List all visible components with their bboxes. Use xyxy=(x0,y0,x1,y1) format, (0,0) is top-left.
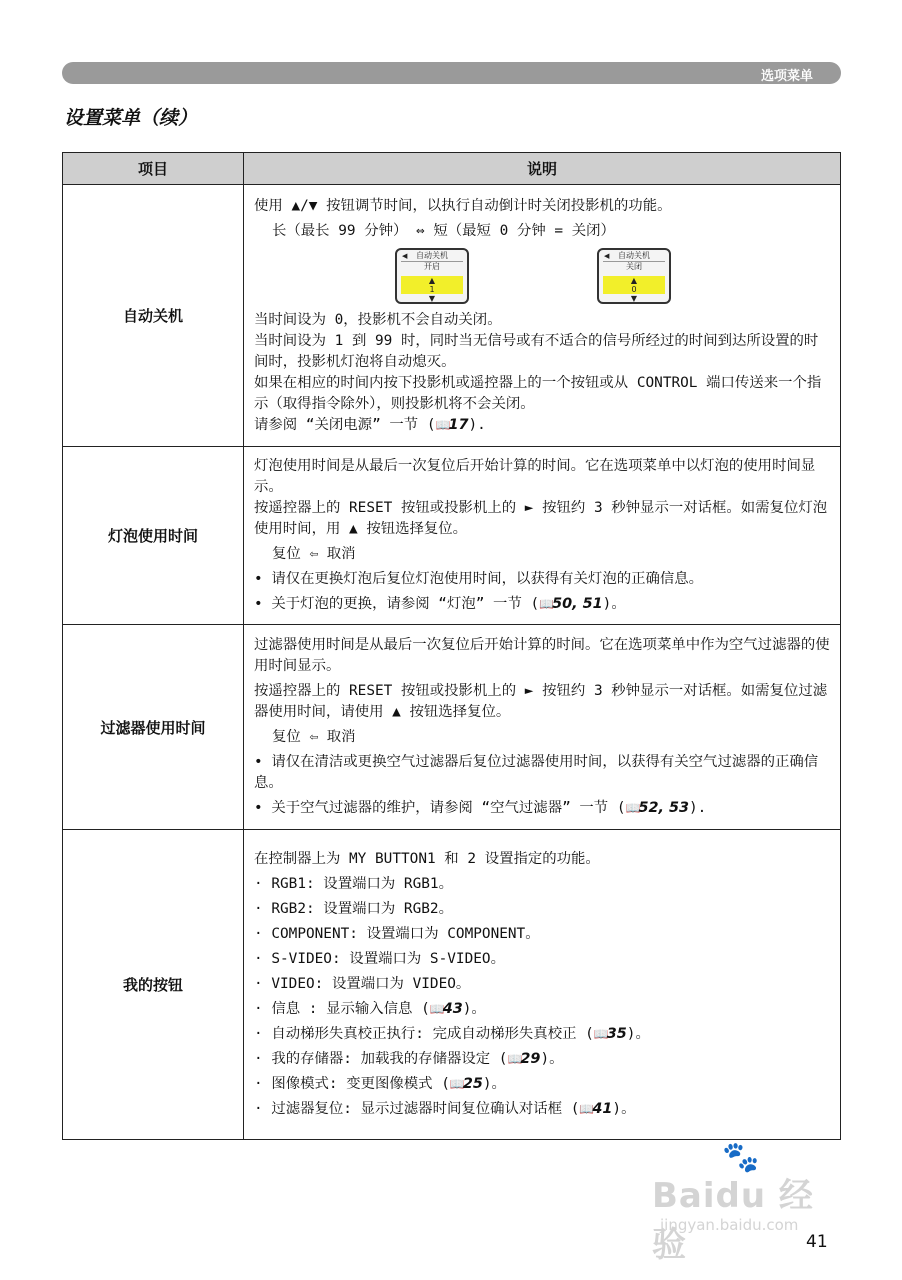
option-item: · RGB1: 设置端口为 RGB1。 xyxy=(254,876,453,892)
desc-text: 长（最长 99 分钟） ⇔ 短（最短 0 分钟 = 关闭） xyxy=(272,222,615,239)
item-label: 过滤器使用时间 xyxy=(63,625,244,830)
ref-text: )。 xyxy=(462,1001,486,1017)
ref-text: )。 xyxy=(540,1051,564,1067)
item-label: 自动关机 xyxy=(63,185,244,447)
item-label: 灯泡使用时间 xyxy=(63,447,244,625)
desc-text: 如果在相应的时间内按下投影机或遥控器上的一个按钮或从 CONTROL 端口传送来一个指示（取得指令除外），则投影机将不会关闭。 xyxy=(254,374,822,412)
desc-choice: 复位 ⇦ 取消 xyxy=(272,546,356,562)
ref-text: )。 xyxy=(482,1076,506,1092)
section-label: 选项菜单 xyxy=(760,69,813,84)
ref-text: ). xyxy=(689,800,707,816)
page-reference: 41 xyxy=(592,1101,613,1117)
ref-text: · 我的存储器: 加载我的存储器设定 ( xyxy=(254,1051,508,1067)
desc-text: 当时间设为 0，投影机不会自动关闭。 xyxy=(254,311,502,328)
page-reference: 43 xyxy=(442,1001,463,1017)
book-icon: 📖 xyxy=(593,1027,607,1041)
option-item xyxy=(254,999,832,1020)
ref-text: )。 xyxy=(612,1101,636,1117)
desc-text: 在控制器上为 MY BUTTON1 和 2 设置指定的功能。 xyxy=(254,851,600,867)
desc-bullet: • 请仅在清洁或更换空气过滤器后复位过滤器使用时间，以获得有关空气过滤器的正确信息。 xyxy=(254,754,819,791)
desc-bullet: • 请仅在更换灯泡后复位灯泡使用时间，以获得有关灯泡的正确信息。 xyxy=(254,571,704,587)
menu-title: 自动关机 xyxy=(618,250,650,260)
desc-text: 过滤器使用时间是从最后一次复位后开始计算的时间。它在选项菜单中作为空气过滤器的使用时间显示。 xyxy=(254,637,830,674)
left-arrow-icon: ◀ xyxy=(604,251,610,260)
menu-value: 1 xyxy=(429,284,435,294)
menu-value-box xyxy=(603,275,665,303)
ref-text: · 过滤器复位: 显示过滤器时间复位确认对话框 ( xyxy=(254,1101,580,1117)
option-item: · RGB2: 设置端口为 RGB2。 xyxy=(254,901,453,917)
menu-state: 关闭 xyxy=(603,261,665,272)
option-item xyxy=(254,1099,832,1120)
option-item: · COMPONENT: 设置端口为 COMPONENT。 xyxy=(254,926,540,942)
item-description xyxy=(244,830,841,1140)
option-item xyxy=(254,1024,832,1045)
ref-text: )。 xyxy=(602,596,626,612)
book-icon: 📖 xyxy=(579,1102,593,1116)
page-reference: 17 xyxy=(448,416,469,433)
desc-text: 按遥控器上的 RESET 按钮或投影机上的 ► 按钮约 3 秒钟显示一对话框。如需复位灯泡使用时间，用 ▲ 按钮选择复位。 xyxy=(254,500,828,537)
page-reference: 25 xyxy=(462,1076,483,1092)
option-item xyxy=(254,1074,832,1095)
menu-state: 开启 xyxy=(401,261,463,272)
watermark-logo: Baidu 经验 xyxy=(652,1176,814,1265)
item-description xyxy=(244,185,841,447)
book-icon: 📖 xyxy=(625,801,639,815)
table-row-my-button xyxy=(63,830,841,1140)
left-arrow-icon: ◀ xyxy=(402,251,408,260)
up-arrow-icon: ▲ xyxy=(630,275,638,285)
menu-widget-on xyxy=(395,248,469,304)
book-icon: 📖 xyxy=(429,1002,443,1016)
reference-line xyxy=(254,594,832,615)
table-row-filter-time xyxy=(63,625,841,830)
ref-text: · 自动梯形失真校正执行: 完成自动梯形失真校正 ( xyxy=(254,1026,594,1042)
page-number: 41 xyxy=(806,1232,828,1252)
page-reference: 29 xyxy=(520,1051,541,1067)
desc-choice: 复位 ⇦ 取消 xyxy=(272,729,356,745)
down-arrow-icon: ▼ xyxy=(428,293,436,303)
ref-text: • 关于灯泡的更换，请参阅 “灯泡” 一节 ( xyxy=(254,596,540,612)
book-icon: 📖 xyxy=(507,1052,521,1066)
menu-title: 自动关机 xyxy=(416,250,448,260)
column-header-item: 项目 xyxy=(63,153,244,185)
ref-text: • 关于空气过滤器的维护，请参阅 “空气过滤器” 一节 ( xyxy=(254,800,626,816)
table-row-lamp-time xyxy=(63,447,841,625)
menu-illustrations xyxy=(254,248,832,304)
down-arrow-icon: ▼ xyxy=(630,293,638,303)
desc-text: 使用 ▲/▼ 按钮调节时间，以执行自动倒计时关闭投影机的功能。 xyxy=(254,197,672,214)
table-header-row xyxy=(63,153,841,185)
book-icon: 📖 xyxy=(449,1077,463,1091)
book-icon: 📖 xyxy=(539,597,553,611)
ref-text: · 信息 : 显示输入信息 ( xyxy=(254,1001,430,1017)
desc-text: 灯泡使用时间是从最后一次复位后开始计算的时间。它在选项菜单中以灯泡的使用时间显示。 xyxy=(254,458,816,495)
desc-text: 按遥控器上的 RESET 按钮或投影机上的 ► 按钮约 3 秒钟显示一对话框。如需复位过滤器使用时间，请使用 ▲ 按钮选择复位。 xyxy=(254,683,828,720)
page-reference: 50, 51 xyxy=(552,596,603,612)
table-row-auto-off xyxy=(63,185,841,447)
book-icon: 📖 xyxy=(435,417,449,432)
watermark-url: jingyan.baidu.com xyxy=(660,1216,799,1234)
up-arrow-icon: ▲ xyxy=(428,275,436,285)
paw-icon: 🐾 xyxy=(722,1140,760,1175)
ref-text: 请参阅 “关闭电源” 一节 ( xyxy=(254,416,436,433)
ref-text: ). xyxy=(468,416,486,433)
page-title: 设置菜单（续） xyxy=(64,107,198,129)
page-reference: 52, 53 xyxy=(638,800,690,816)
reference-line xyxy=(254,798,832,819)
column-header-description: 说明 xyxy=(244,153,841,185)
menu-value-box xyxy=(401,275,463,303)
desc-text: 当时间设为 1 到 99 时，同时当无信号或有不适合的信号所经过的时间到达所设置的时间时，投影机灯泡将自动熄灭。 xyxy=(254,332,819,370)
header-bar xyxy=(62,62,841,84)
item-label: 我的按钮 xyxy=(63,830,244,1140)
ref-text: )。 xyxy=(626,1026,650,1042)
option-item: · S-VIDEO: 设置端口为 S-VIDEO。 xyxy=(254,951,505,967)
menu-value: 0 xyxy=(631,284,637,294)
settings-table xyxy=(62,152,841,1140)
item-description xyxy=(244,625,841,830)
menu-widget-off xyxy=(597,248,671,304)
item-description xyxy=(244,447,841,625)
option-item: · VIDEO: 设置端口为 VIDEO。 xyxy=(254,976,471,992)
ref-text: · 图像模式: 变更图像模式 ( xyxy=(254,1076,450,1092)
page-reference: 35 xyxy=(606,1026,627,1042)
option-item xyxy=(254,1049,832,1070)
reference-line xyxy=(254,415,832,436)
